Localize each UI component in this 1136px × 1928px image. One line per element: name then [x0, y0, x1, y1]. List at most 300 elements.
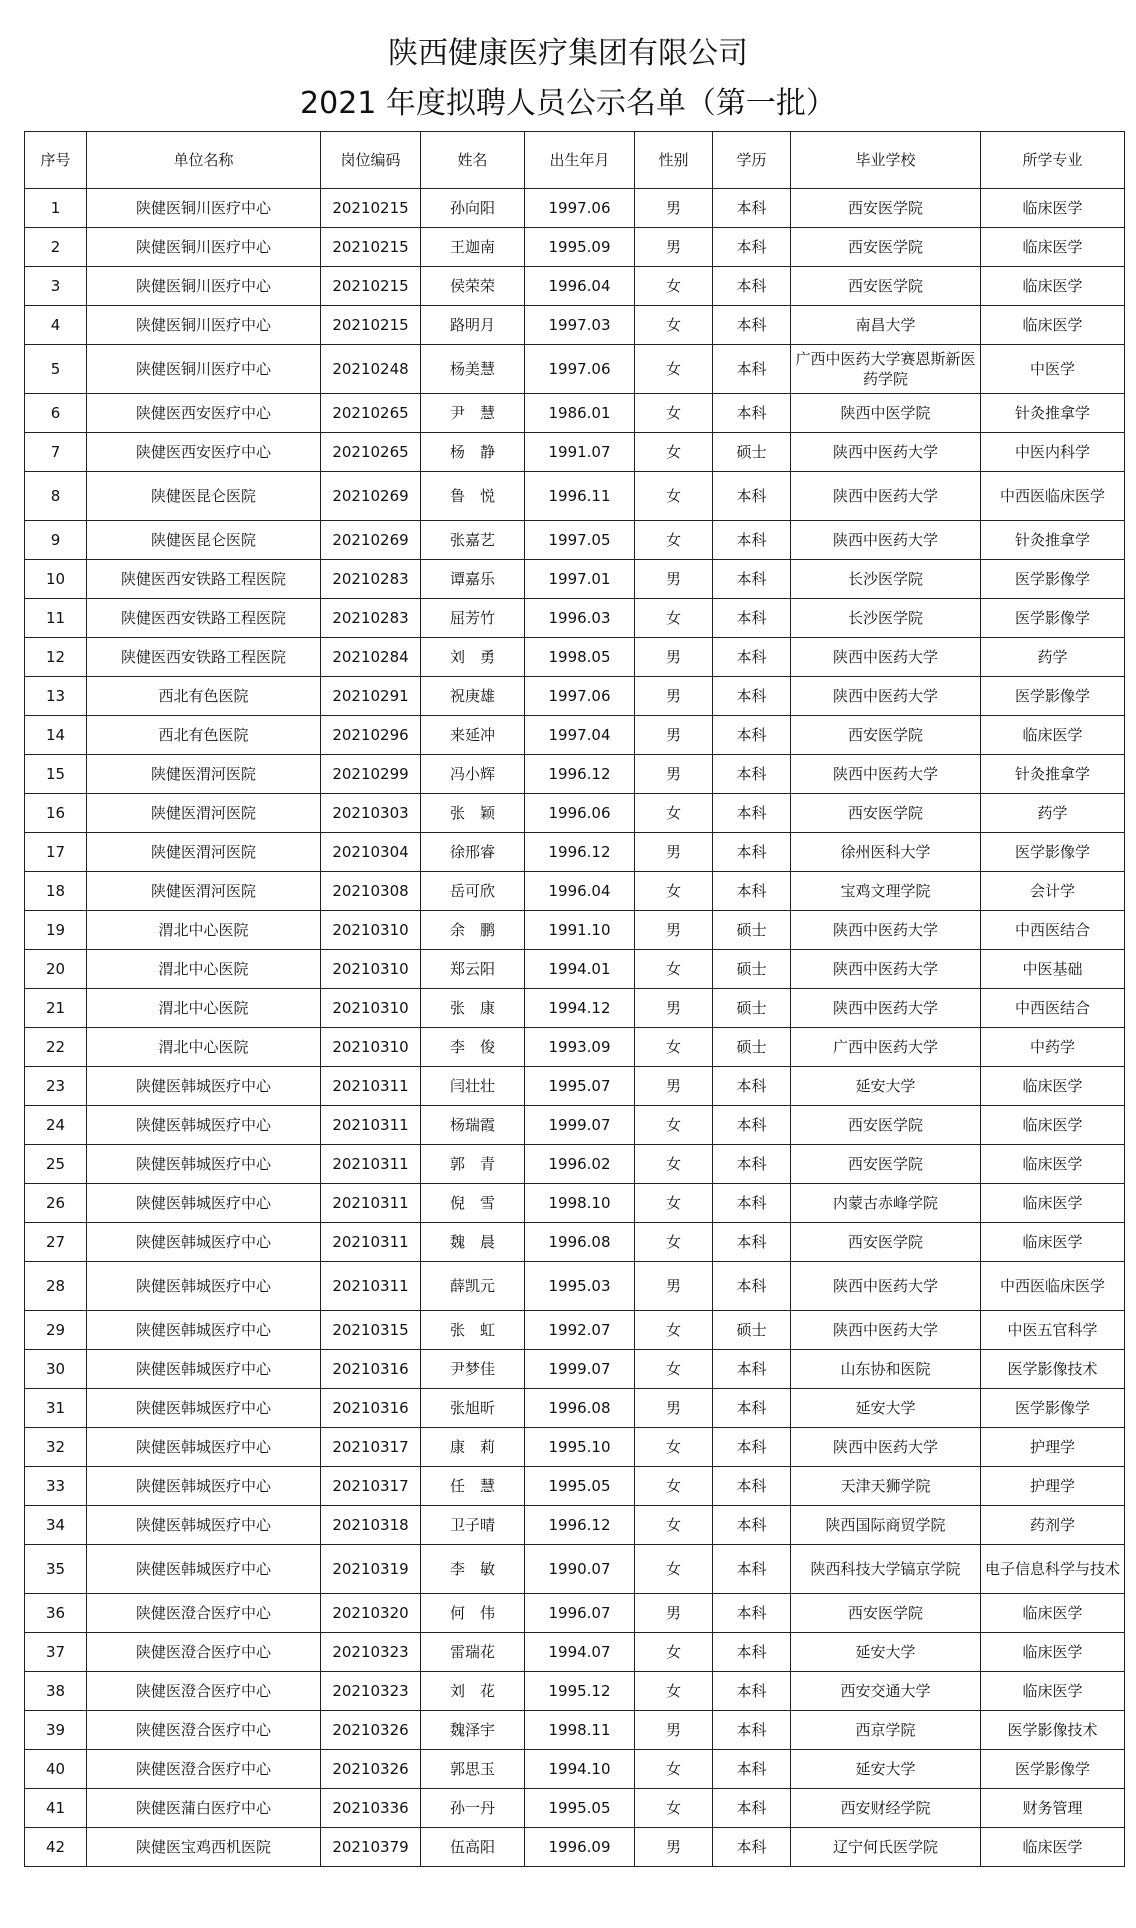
cell-index: 16	[25, 794, 87, 833]
cell-post-code: 20210265	[321, 394, 421, 433]
cell-post-code: 20210311	[321, 1184, 421, 1223]
cell-birth: 1998.10	[525, 1184, 635, 1223]
cell-unit: 陕健医宝鸡西机医院	[87, 1828, 321, 1867]
cell-unit: 陕健医渭河医院	[87, 755, 321, 794]
cell-post-code: 20210269	[321, 472, 421, 521]
table-row	[25, 1545, 1125, 1594]
cell-gender: 女	[635, 306, 713, 345]
cell-degree: 本科	[713, 1672, 791, 1711]
header-cell-name: 姓名	[421, 132, 525, 189]
cell-degree: 硕士	[713, 433, 791, 472]
table-row	[25, 267, 1125, 306]
cell-birth: 1992.07	[525, 1311, 635, 1350]
cell-name: 刘 勇	[421, 638, 525, 677]
cell-unit: 陕健医渭河医院	[87, 872, 321, 911]
cell-major: 针灸推拿学	[981, 755, 1125, 794]
cell-post-code: 20210326	[321, 1711, 421, 1750]
cell-name: 徐邢睿	[421, 833, 525, 872]
cell-school: 西安医学院	[791, 794, 981, 833]
cell-post-code: 20210318	[321, 1506, 421, 1545]
cell-unit: 陕健医铜川医疗中心	[87, 306, 321, 345]
cell-unit: 渭北中心医院	[87, 989, 321, 1028]
cell-unit: 陕健医韩城医疗中心	[87, 1067, 321, 1106]
cell-post-code: 20210215	[321, 267, 421, 306]
cell-major: 中医学	[981, 345, 1125, 394]
cell-degree: 本科	[713, 267, 791, 306]
cell-name: 王迦南	[421, 228, 525, 267]
cell-school: 陕西中医药大学	[791, 1311, 981, 1350]
cell-major: 针灸推拿学	[981, 394, 1125, 433]
cell-name: 李 敏	[421, 1545, 525, 1594]
cell-unit: 陕健医韩城医疗中心	[87, 1145, 321, 1184]
cell-unit: 陕健医渭河医院	[87, 794, 321, 833]
cell-major: 临床医学	[981, 306, 1125, 345]
cell-degree: 本科	[713, 306, 791, 345]
cell-degree: 本科	[713, 1750, 791, 1789]
cell-gender: 男	[635, 716, 713, 755]
cell-name: 孙一丹	[421, 1789, 525, 1828]
cell-gender: 男	[635, 228, 713, 267]
cell-name: 杨 静	[421, 433, 525, 472]
cell-unit: 陕健医澄合医疗中心	[87, 1633, 321, 1672]
cell-name: 谭嘉乐	[421, 560, 525, 599]
cell-major: 临床医学	[981, 1828, 1125, 1867]
cell-birth: 1991.07	[525, 433, 635, 472]
cell-school: 长沙医学院	[791, 599, 981, 638]
table-row	[25, 1672, 1125, 1711]
cell-gender: 女	[635, 433, 713, 472]
cell-name: 卫子晴	[421, 1506, 525, 1545]
table-row	[25, 1506, 1125, 1545]
cell-major: 医学影像技术	[981, 1711, 1125, 1750]
cell-name: 闫壮壮	[421, 1067, 525, 1106]
cell-degree: 本科	[713, 189, 791, 228]
cell-birth: 1995.09	[525, 228, 635, 267]
cell-index: 9	[25, 521, 87, 560]
candidates-table	[24, 131, 1125, 1867]
cell-school: 西安医学院	[791, 1145, 981, 1184]
cell-unit: 陕健医澄合医疗中心	[87, 1711, 321, 1750]
header-cell-degree: 学历	[713, 132, 791, 189]
table-row	[25, 306, 1125, 345]
cell-degree: 本科	[713, 1145, 791, 1184]
cell-birth: 1995.05	[525, 1467, 635, 1506]
cell-index: 38	[25, 1672, 87, 1711]
cell-index: 42	[25, 1828, 87, 1867]
cell-name: 祝庚雄	[421, 677, 525, 716]
cell-degree: 本科	[713, 1545, 791, 1594]
cell-gender: 女	[635, 1672, 713, 1711]
cell-name: 何 伟	[421, 1594, 525, 1633]
cell-name: 余 鹏	[421, 911, 525, 950]
cell-school: 陕西中医药大学	[791, 911, 981, 950]
cell-birth: 1996.04	[525, 872, 635, 911]
cell-gender: 女	[635, 794, 713, 833]
cell-index: 12	[25, 638, 87, 677]
table-row	[25, 1633, 1125, 1672]
cell-name: 张旭昕	[421, 1389, 525, 1428]
cell-name: 张嘉艺	[421, 521, 525, 560]
cell-name: 冯小辉	[421, 755, 525, 794]
cell-school: 延安大学	[791, 1633, 981, 1672]
cell-gender: 女	[635, 599, 713, 638]
cell-birth: 1994.07	[525, 1633, 635, 1672]
cell-post-code: 20210283	[321, 560, 421, 599]
cell-major: 中医内科学	[981, 433, 1125, 472]
cell-name: 刘 花	[421, 1672, 525, 1711]
cell-index: 29	[25, 1311, 87, 1350]
cell-school: 南昌大学	[791, 306, 981, 345]
cell-degree: 本科	[713, 1223, 791, 1262]
table-row	[25, 472, 1125, 521]
cell-gender: 男	[635, 1067, 713, 1106]
cell-index: 35	[25, 1545, 87, 1594]
table-row	[25, 1223, 1125, 1262]
cell-gender: 女	[635, 1467, 713, 1506]
cell-post-code: 20210304	[321, 833, 421, 872]
header-cell-gender: 性别	[635, 132, 713, 189]
cell-gender: 女	[635, 1184, 713, 1223]
table-row	[25, 1184, 1125, 1223]
cell-degree: 本科	[713, 1711, 791, 1750]
table-row	[25, 911, 1125, 950]
table-row	[25, 394, 1125, 433]
cell-unit: 陕健医韩城医疗中心	[87, 1311, 321, 1350]
table-row	[25, 521, 1125, 560]
cell-major: 临床医学	[981, 1594, 1125, 1633]
cell-unit: 陕健医韩城医疗中心	[87, 1389, 321, 1428]
cell-index: 26	[25, 1184, 87, 1223]
cell-birth: 1990.07	[525, 1545, 635, 1594]
header-cell-birth: 出生年月	[525, 132, 635, 189]
cell-name: 尹 慧	[421, 394, 525, 433]
cell-major: 医学影像学	[981, 560, 1125, 599]
cell-index: 22	[25, 1028, 87, 1067]
cell-index: 27	[25, 1223, 87, 1262]
cell-post-code: 20210311	[321, 1145, 421, 1184]
cell-degree: 本科	[713, 394, 791, 433]
cell-degree: 本科	[713, 794, 791, 833]
cell-birth: 1997.05	[525, 521, 635, 560]
table-row	[25, 1828, 1125, 1867]
cell-major: 医学影像学	[981, 833, 1125, 872]
cell-gender: 女	[635, 345, 713, 394]
table-row	[25, 599, 1125, 638]
cell-index: 15	[25, 755, 87, 794]
cell-gender: 女	[635, 1106, 713, 1145]
cell-school: 辽宁何氏医学院	[791, 1828, 981, 1867]
cell-birth: 1997.03	[525, 306, 635, 345]
cell-index: 11	[25, 599, 87, 638]
cell-major: 临床医学	[981, 1633, 1125, 1672]
cell-major: 中西医结合	[981, 989, 1125, 1028]
cell-name: 倪 雪	[421, 1184, 525, 1223]
table-row	[25, 1350, 1125, 1389]
cell-birth: 1995.03	[525, 1262, 635, 1311]
cell-index: 7	[25, 433, 87, 472]
cell-index: 18	[25, 872, 87, 911]
cell-post-code: 20210284	[321, 638, 421, 677]
cell-name: 伍高阳	[421, 1828, 525, 1867]
cell-index: 39	[25, 1711, 87, 1750]
cell-gender: 女	[635, 1311, 713, 1350]
cell-school: 陕西中医药大学	[791, 521, 981, 560]
table-row	[25, 1389, 1125, 1428]
cell-index: 19	[25, 911, 87, 950]
cell-index: 10	[25, 560, 87, 599]
cell-post-code: 20210336	[321, 1789, 421, 1828]
cell-name: 杨美慧	[421, 345, 525, 394]
cell-unit: 陕健医西安医疗中心	[87, 394, 321, 433]
cell-birth: 1994.10	[525, 1750, 635, 1789]
cell-unit: 陕健医韩城医疗中心	[87, 1545, 321, 1594]
cell-major: 医学影像学	[981, 677, 1125, 716]
cell-degree: 本科	[713, 1594, 791, 1633]
cell-major: 医学影像技术	[981, 1350, 1125, 1389]
cell-gender: 女	[635, 1789, 713, 1828]
cell-major: 药学	[981, 638, 1125, 677]
cell-post-code: 20210310	[321, 950, 421, 989]
table-row	[25, 833, 1125, 872]
cell-major: 中西医临床医学	[981, 472, 1125, 521]
cell-gender: 男	[635, 1711, 713, 1750]
cell-name: 孙向阳	[421, 189, 525, 228]
cell-degree: 硕士	[713, 1028, 791, 1067]
cell-gender: 女	[635, 1223, 713, 1262]
cell-gender: 男	[635, 189, 713, 228]
cell-name: 鲁 悦	[421, 472, 525, 521]
cell-degree: 硕士	[713, 1311, 791, 1350]
cell-gender: 女	[635, 1350, 713, 1389]
cell-name: 杨瑞霞	[421, 1106, 525, 1145]
table-row	[25, 1262, 1125, 1311]
cell-gender: 女	[635, 872, 713, 911]
cell-name: 任 慧	[421, 1467, 525, 1506]
cell-degree: 本科	[713, 599, 791, 638]
cell-school: 陕西中医学院	[791, 394, 981, 433]
cell-index: 23	[25, 1067, 87, 1106]
cell-degree: 本科	[713, 1789, 791, 1828]
cell-degree: 本科	[713, 1467, 791, 1506]
cell-gender: 女	[635, 950, 713, 989]
cell-unit: 陕健医西安铁路工程医院	[87, 599, 321, 638]
cell-gender: 女	[635, 1428, 713, 1467]
cell-birth: 1998.11	[525, 1711, 635, 1750]
table-row	[25, 1311, 1125, 1350]
table-row	[25, 1789, 1125, 1828]
cell-major: 药剂学	[981, 1506, 1125, 1545]
cell-degree: 硕士	[713, 950, 791, 989]
cell-name: 魏 晨	[421, 1223, 525, 1262]
cell-name: 郭 青	[421, 1145, 525, 1184]
cell-unit: 陕健医韩城医疗中心	[87, 1506, 321, 1545]
cell-major: 药学	[981, 794, 1125, 833]
cell-degree: 本科	[713, 345, 791, 394]
cell-school: 西安医学院	[791, 228, 981, 267]
cell-gender: 男	[635, 677, 713, 716]
cell-school: 西安医学院	[791, 716, 981, 755]
table-row	[25, 1028, 1125, 1067]
cell-major: 临床医学	[981, 1106, 1125, 1145]
cell-school: 陕西国际商贸学院	[791, 1506, 981, 1545]
cell-birth: 1993.09	[525, 1028, 635, 1067]
cell-post-code: 20210311	[321, 1106, 421, 1145]
cell-major: 临床医学	[981, 1184, 1125, 1223]
cell-unit: 西北有色医院	[87, 677, 321, 716]
cell-unit: 陕健医昆仑医院	[87, 521, 321, 560]
cell-birth: 1991.10	[525, 911, 635, 950]
cell-gender: 女	[635, 1750, 713, 1789]
cell-degree: 硕士	[713, 911, 791, 950]
cell-name: 郭思玉	[421, 1750, 525, 1789]
cell-school: 西安医学院	[791, 267, 981, 306]
cell-gender: 女	[635, 1633, 713, 1672]
cell-birth: 1997.06	[525, 677, 635, 716]
cell-name: 侯荣荣	[421, 267, 525, 306]
cell-index: 1	[25, 189, 87, 228]
cell-post-code: 20210316	[321, 1389, 421, 1428]
cell-post-code: 20210310	[321, 1028, 421, 1067]
cell-school: 西安交通大学	[791, 1672, 981, 1711]
cell-major: 医学影像学	[981, 599, 1125, 638]
cell-unit: 渭北中心医院	[87, 1028, 321, 1067]
cell-major: 中西医临床医学	[981, 1262, 1125, 1311]
cell-unit: 陕健医铜川医疗中心	[87, 228, 321, 267]
cell-birth: 1995.05	[525, 1789, 635, 1828]
cell-gender: 男	[635, 989, 713, 1028]
cell-gender: 男	[635, 911, 713, 950]
cell-name: 薛凯元	[421, 1262, 525, 1311]
cell-birth: 1997.04	[525, 716, 635, 755]
cell-name: 雷瑞花	[421, 1633, 525, 1672]
cell-major: 中医基础	[981, 950, 1125, 989]
cell-unit: 陕健医韩城医疗中心	[87, 1428, 321, 1467]
cell-post-code: 20210320	[321, 1594, 421, 1633]
cell-degree: 硕士	[713, 989, 791, 1028]
cell-post-code: 20210215	[321, 306, 421, 345]
cell-birth: 1996.03	[525, 599, 635, 638]
cell-gender: 女	[635, 267, 713, 306]
cell-school: 西安医学院	[791, 1106, 981, 1145]
cell-post-code: 20210248	[321, 345, 421, 394]
cell-gender: 男	[635, 560, 713, 599]
cell-gender: 男	[635, 1262, 713, 1311]
cell-major: 临床医学	[981, 189, 1125, 228]
table-row	[25, 1594, 1125, 1633]
cell-unit: 陕健医韩城医疗中心	[87, 1223, 321, 1262]
cell-index: 36	[25, 1594, 87, 1633]
cell-name: 魏泽宇	[421, 1711, 525, 1750]
cell-unit: 陕健医韩城医疗中心	[87, 1262, 321, 1311]
cell-gender: 女	[635, 1145, 713, 1184]
cell-name: 屈芳竹	[421, 599, 525, 638]
cell-school: 陕西中医药大学	[791, 433, 981, 472]
cell-school: 陕西中医药大学	[791, 677, 981, 716]
cell-major: 中药学	[981, 1028, 1125, 1067]
cell-gender: 男	[635, 833, 713, 872]
cell-post-code: 20210323	[321, 1672, 421, 1711]
cell-unit: 陕健医澄合医疗中心	[87, 1750, 321, 1789]
cell-major: 会计学	[981, 872, 1125, 911]
cell-school: 延安大学	[791, 1750, 981, 1789]
cell-unit: 陕健医澄合医疗中心	[87, 1672, 321, 1711]
cell-post-code: 20210283	[321, 599, 421, 638]
cell-degree: 本科	[713, 638, 791, 677]
cell-index: 33	[25, 1467, 87, 1506]
cell-gender: 女	[635, 1028, 713, 1067]
cell-birth: 1997.06	[525, 189, 635, 228]
cell-school: 延安大学	[791, 1067, 981, 1106]
cell-birth: 1996.04	[525, 267, 635, 306]
table-row	[25, 755, 1125, 794]
cell-unit: 西北有色医院	[87, 716, 321, 755]
cell-birth: 1996.02	[525, 1145, 635, 1184]
cell-major: 针灸推拿学	[981, 521, 1125, 560]
cell-school: 陕西中医药大学	[791, 1428, 981, 1467]
cell-name: 李 俊	[421, 1028, 525, 1067]
cell-name: 郑云阳	[421, 950, 525, 989]
cell-school: 广西中医药大学	[791, 1028, 981, 1067]
cell-gender: 女	[635, 521, 713, 560]
cell-degree: 本科	[713, 716, 791, 755]
cell-unit: 陕健医铜川医疗中心	[87, 189, 321, 228]
cell-degree: 本科	[713, 472, 791, 521]
cell-birth: 1998.05	[525, 638, 635, 677]
cell-post-code: 20210315	[321, 1311, 421, 1350]
table-row	[25, 716, 1125, 755]
cell-unit: 渭北中心医院	[87, 950, 321, 989]
cell-degree: 本科	[713, 1350, 791, 1389]
cell-gender: 男	[635, 1828, 713, 1867]
cell-index: 34	[25, 1506, 87, 1545]
header-cell-school: 毕业学校	[791, 132, 981, 189]
cell-name: 张 虹	[421, 1311, 525, 1350]
cell-unit: 陕健医韩城医疗中心	[87, 1106, 321, 1145]
cell-index: 31	[25, 1389, 87, 1428]
cell-school: 陕西中医药大学	[791, 755, 981, 794]
cell-birth: 1996.09	[525, 1828, 635, 1867]
cell-index: 8	[25, 472, 87, 521]
cell-birth: 1996.07	[525, 1594, 635, 1633]
cell-school: 陕西中医药大学	[791, 1262, 981, 1311]
cell-name: 路明月	[421, 306, 525, 345]
cell-birth: 1994.12	[525, 989, 635, 1028]
cell-major: 护理学	[981, 1428, 1125, 1467]
cell-gender: 男	[635, 638, 713, 677]
cell-name: 岳可欣	[421, 872, 525, 911]
cell-post-code: 20210299	[321, 755, 421, 794]
cell-index: 6	[25, 394, 87, 433]
document-title: 陕西健康医疗集团有限公司	[388, 36, 748, 71]
cell-post-code: 20210317	[321, 1428, 421, 1467]
cell-post-code: 20210310	[321, 911, 421, 950]
table-row	[25, 1467, 1125, 1506]
cell-index: 25	[25, 1145, 87, 1184]
cell-degree: 本科	[713, 1828, 791, 1867]
cell-post-code: 20210316	[321, 1350, 421, 1389]
cell-birth: 1986.01	[525, 394, 635, 433]
cell-unit: 陕健医蒲白医疗中心	[87, 1789, 321, 1828]
cell-unit: 陕健医澄合医疗中心	[87, 1594, 321, 1633]
cell-gender: 男	[635, 1389, 713, 1428]
cell-degree: 本科	[713, 1389, 791, 1428]
cell-post-code: 20210269	[321, 521, 421, 560]
table-row	[25, 228, 1125, 267]
cell-unit: 陕健医韩城医疗中心	[87, 1467, 321, 1506]
cell-post-code: 20210311	[321, 1262, 421, 1311]
cell-major: 中西医结合	[981, 911, 1125, 950]
cell-major: 中医五官科学	[981, 1311, 1125, 1350]
